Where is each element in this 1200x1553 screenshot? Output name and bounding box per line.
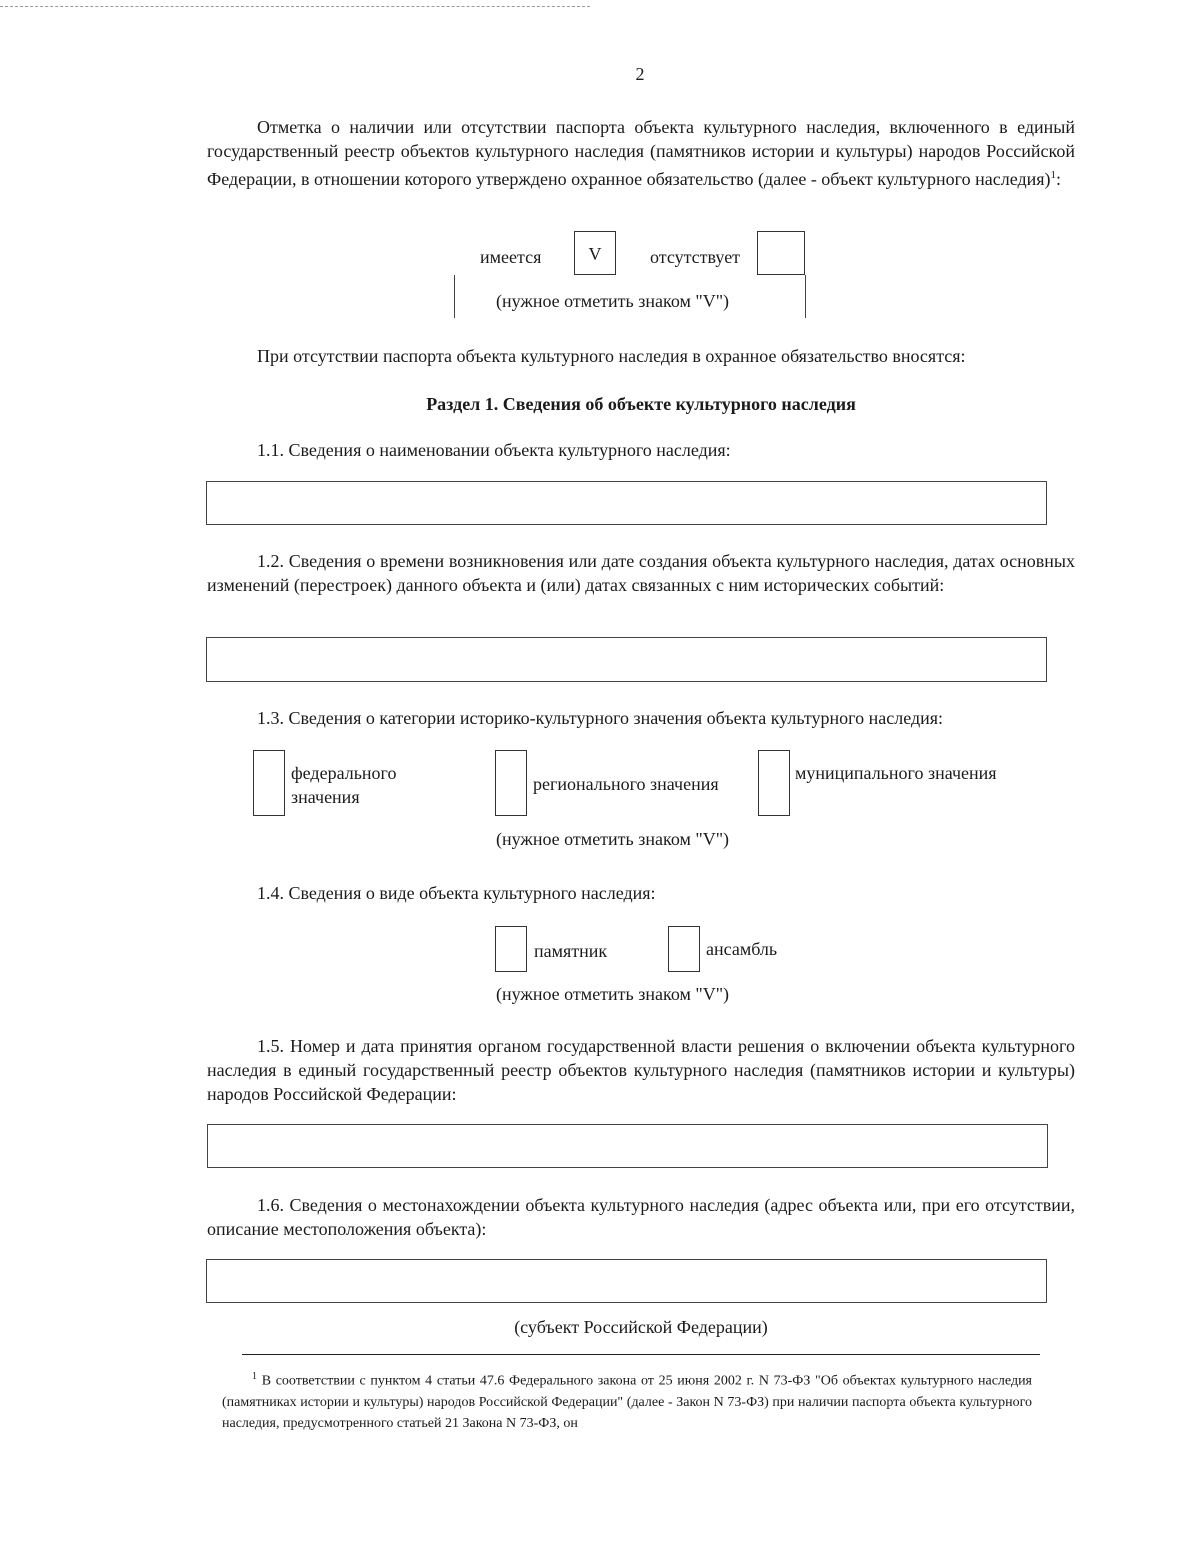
item-1-1-field[interactable] xyxy=(206,481,1047,525)
item-1-1-label: 1.1. Сведения о наименовании объекта культурного наследия: xyxy=(257,440,731,460)
intro-colon: : xyxy=(1056,169,1062,189)
passport-right-rule xyxy=(805,275,806,318)
item-1-6-caption: (субъект Российской Федерации) xyxy=(514,1317,768,1337)
passport-absent-label: отсутствует xyxy=(650,247,741,267)
passport-has-checkbox[interactable] xyxy=(574,231,616,275)
category-regional-label: регионального значения xyxy=(533,774,719,794)
scan-edge-line xyxy=(0,6,590,7)
section-title: Раздел 1. Сведения об объекте культурного наследия xyxy=(426,394,856,414)
item-1-4-hint: (нужное отметить знаком "V") xyxy=(496,984,730,1004)
category-regional-checkbox[interactable] xyxy=(495,750,527,816)
passport-absent-checkbox[interactable] xyxy=(757,231,805,275)
item-1-2-text: 1.2. Сведения о времени возникновения или дате создания объекта культурного наследия, датах основных изменений (перестроек) данного объекта и (или) датах связанных с ним исторических событий: xyxy=(207,551,1075,595)
item-1-6-field[interactable] xyxy=(206,1259,1047,1303)
item-1-6-label xyxy=(207,1193,1075,1241)
item-1-3-label: 1.3. Сведения о категории историко-культурного значения объекта культурного наследия: xyxy=(257,708,944,728)
footnote-separator xyxy=(242,1354,1040,1355)
item-1-6-text: 1.6. Сведения о местонахождении объекта культурного наследия (адрес объекта или, при его отсутствии, описание местоположения объекта): xyxy=(207,1195,1075,1239)
passport-has-mark: V xyxy=(588,244,602,264)
item-1-2-label xyxy=(207,549,1075,597)
intro-paragraph xyxy=(207,115,1075,191)
footnote xyxy=(222,1366,1032,1434)
item-1-5-field[interactable] xyxy=(207,1124,1048,1168)
item-1-3-hint: (нужное отметить знаком "V") xyxy=(496,829,730,849)
type-ensemble-checkbox[interactable] xyxy=(668,926,700,972)
category-municipal-checkbox[interactable] xyxy=(758,750,790,816)
passport-hint: (нужное отметить знаком "V") xyxy=(496,291,730,311)
passport-has-label: имеется xyxy=(480,247,542,267)
footnote-text: В соответствии с пунктом 4 статьи 47.6 Федерального закона от 25 июня 2002 г. N 73-ФЗ "Об объектах культурного наследия (памятниках истории и культуры) народов Российской Федерации" (далее - Закон N 73-ФЗ) при наличии паспорта объекта культурного наследия, предусмотренного статьей 21 Закона N 73-ФЗ, он xyxy=(222,1373,1032,1431)
page-number: 2 xyxy=(635,64,645,84)
category-federal-checkbox[interactable] xyxy=(253,750,285,816)
item-1-5-text: 1.5. Номер и дата принятия органом государственной власти решения о включении объекта культурного наследия в единый государственный реестр объектов культурного наследия (памятников истории и культуры) народов Российской Федерации: xyxy=(207,1036,1075,1104)
footnote-mark: 1 xyxy=(252,1371,257,1382)
type-monument-label: памятник xyxy=(534,941,608,961)
absence-note: При отсутствии паспорта объекта культурного наследия в охранное обязательство вносятся: xyxy=(257,346,966,366)
footnote-reference: 1 xyxy=(1050,169,1057,181)
intro-text: Отметка о наличии или отсутствии паспорта объекта культурного наследия, включенного в единый государственный реестр объектов культурного наследия (памятников истории и культуры) народов Российской Федерации, в отношении которого утверждено охранное обязательство (далее - объект культурного наследия) xyxy=(207,117,1075,189)
type-monument-checkbox[interactable] xyxy=(495,926,527,972)
type-ensemble-label: ансамбль xyxy=(706,939,778,959)
item-1-4-label: 1.4. Сведения о виде объекта культурного наследия: xyxy=(257,883,656,903)
item-1-2-field[interactable] xyxy=(206,637,1047,682)
item-1-5-label xyxy=(207,1034,1075,1106)
passport-left-rule xyxy=(454,275,455,318)
category-municipal-label: муниципального значения xyxy=(795,763,997,783)
category-federal-label: федерального значения xyxy=(291,763,397,807)
